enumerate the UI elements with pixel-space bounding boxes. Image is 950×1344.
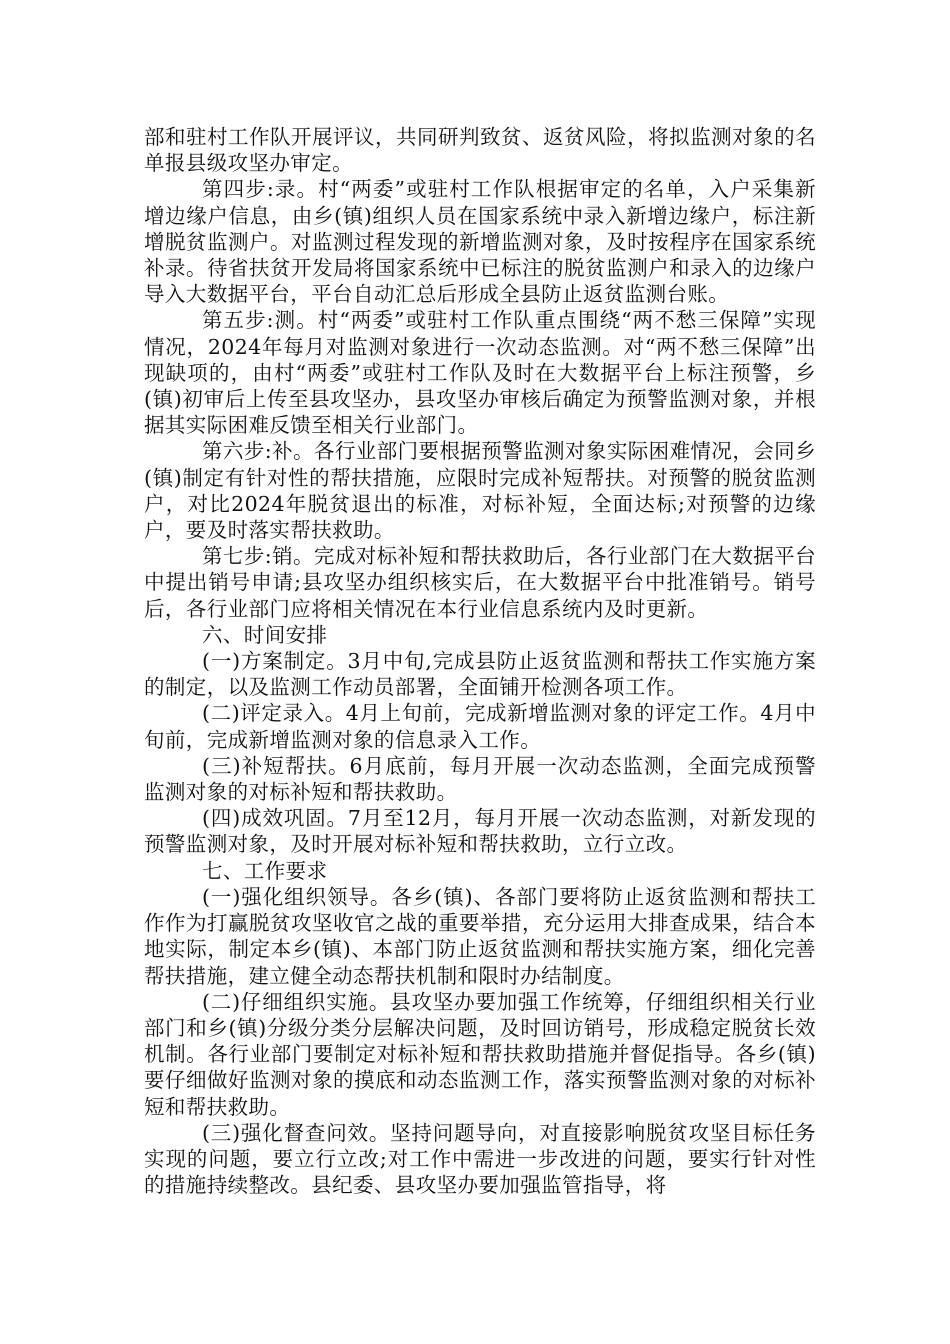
paragraph-requirement-1: (一)强化组织领导。各乡(镇)、各部门要将防止返贫监测和帮扶工作作为打赢脱贫攻坚收官之战的重要举措，充分运用大排查成果，结合本地实际，制定本乡(镇)、本部门防止返贫监测和帮扶实施方案，细化完善帮扶措施，建立健全动态帮扶机制和限时办结制度。 [144,884,816,988]
paragraph-schedule-1: (一)方案制定。3月中旬,完成县防止返贫监测和帮扶工作实施方案的制定，以及监测工作动员部署，全面铺开检测各项工作。 [144,649,816,700]
section-heading-schedule: 六、时间安排 [202,622,328,647]
paragraph-step-four: 第四步:录。村“两委”或驻村工作队根据审定的名单，入户采集新增边缘户信息，由乡(镇)组织人员在国家系统中录入新增边缘户，标注新增脱贫监测户。对监测过程发现的新增监测对象，及时按程序在国家系统补录。待省扶贫开发局将国家系统中已标注的脱贫监测户和录入的边缘户导入大数据平台，平台自动汇总后形成全县防止返贫监测台账。 [144,177,816,307]
paragraph-step-five: 第五步:测。村“两委”或驻村工作队重点围绕“两不愁三保障”实现情况，2024年每月对监测对象进行一次动态监测。对“两不愁三保障”出现缺项的，由村“两委”或驻村工作队及时在大数据平台上标注预警，乡(镇)初审后上传至县攻坚办，县攻坚办审核后确定为预警监测对象，并根据其实际困难反馈至相关行业部门。 [144,308,816,438]
paragraph-schedule-4: (四)成效巩固。7月至12月，每月开展一次动态监测，对新发现的预警监测对象，及时开展对标补短和帮扶救助，立行立改。 [144,806,816,857]
paragraph-schedule-3: (三)补短帮扶。6月底前，每月开展一次动态监测，全面完成预警监测对象的对标补短和帮扶救助。 [144,753,816,805]
paragraph-schedule-2: (二)评定录入。4月上旬前，完成新增监测对象的评定工作。4月中旬前，完成新增监测对象的信息录入工作。 [144,701,816,752]
paragraph-continuation: 部和驻村工作队开展评议，共同研判致贫、返贫风险，将拟监测对象的名单报县级攻坚办审定。 [144,125,816,176]
paragraph-step-six: 第六步:补。各行业部门要根据预警监测对象实际困难情况，会同乡(镇)制定有针对性的帮扶措施，应限时完成补短帮扶。对预警的脱贫监测户，对比2024年脱贫退出的标准，对标补短，全面达标;对预警的边缘户，要及时落实帮扶救助。 [144,439,816,543]
paragraph-step-seven: 第七步:销。完成对标补短和帮扶救助后，各行业部门在大数据平台中提出销号申请;县攻坚办组织核实后，在大数据平台中批准销号。销号后，各行业部门应将相关情况在本行业信息系统内及时更新。 [144,544,816,621]
section-heading-requirements: 七、工作要求 [202,858,328,883]
document-body [144,124,816,1198]
paragraph-requirement-3: (三)强化督查问效。坚持问题导向，对直接影响脱贫攻坚目标任务实现的问题，要立行立改;对工作中需进一步改进的问题，要实行针对性的措施持续整改。县纪委、县攻坚办要加强监管指导，将 [144,1120,816,1198]
paragraph-requirement-2: (二)仔细组织实施。县攻坚办要加强工作统筹，仔细组织相关行业部门和乡(镇)分级分类分层解决问题，及时回访销号，形成稳定脱贫长效机制。各行业部门要制定对标补短和帮扶救助措施并督促指导。各乡(镇)要仔细做好监测对象的摸底和动态监测工作，落实预警监测对象的对标补短和帮扶救助。 [144,989,816,1119]
